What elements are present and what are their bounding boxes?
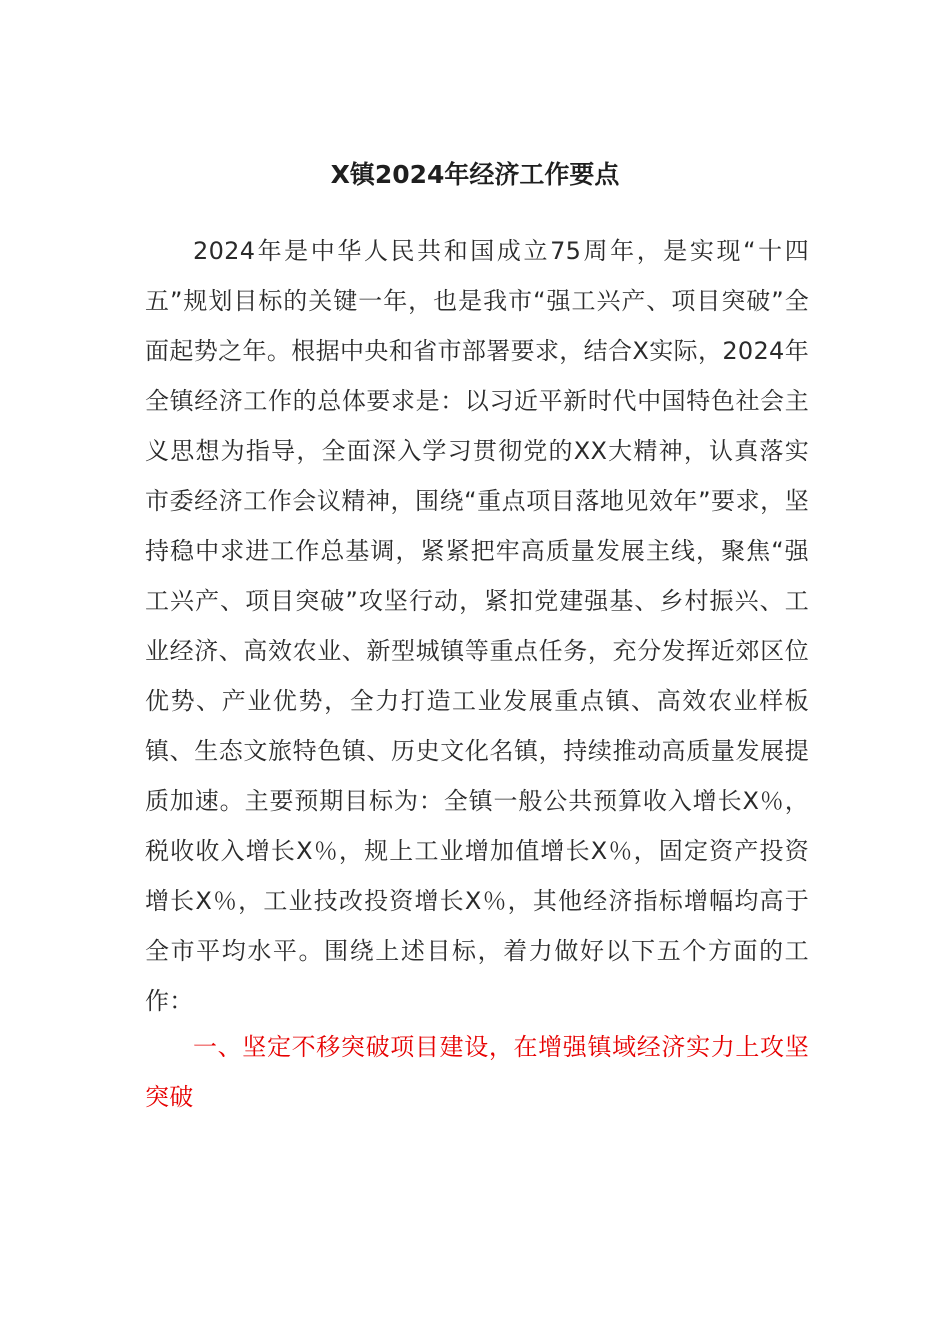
document-title: X镇2024年经济工作要点 xyxy=(330,160,620,189)
intro-paragraph: 2024年是中华人民共和国成立75周年，是实现“十四五”规划目标的关键一年，也是我市“强工兴产、项目突破”全面起势之年。根据中央和省市部署要求，结合X实际，2024年全镇经济工作的总体要求是：以习近平新时代中国特色社会主义思想为指导，全面深入学习贯彻党的XX大精神，认真落实市委经济工作会议精神，围绕“重点项目落地见效年”要求，坚持稳中求进工作总基调，紧紧把牢高质量发展主线，聚焦“强工兴产、项目突破”攻坚行动，紧扣党建强基、乡村振兴、工业经济、高效农业、新型城镇等重点任务，充分发挥近郊区位优势、产业优势，全力打造工业发展重点镇、高效农业样板镇、生态文旅特色镇、历史文化名镇，持续推动高质量发展提质加速。主要预期目标为：全镇一般公共预算收入增长X％，税收收入增长X％，规上工业增加值增长X％，固定资产投资增长X％，工业技改投资增长X％，其他经济指标增幅均高于全市平均水平。围绕上述目标，着力做好以下五个方面的工作： xyxy=(145,237,809,1015)
section-heading-1: 一、坚定不移突破项目建设，在增强镇域经济实力上攻坚突破 xyxy=(145,1033,809,1111)
